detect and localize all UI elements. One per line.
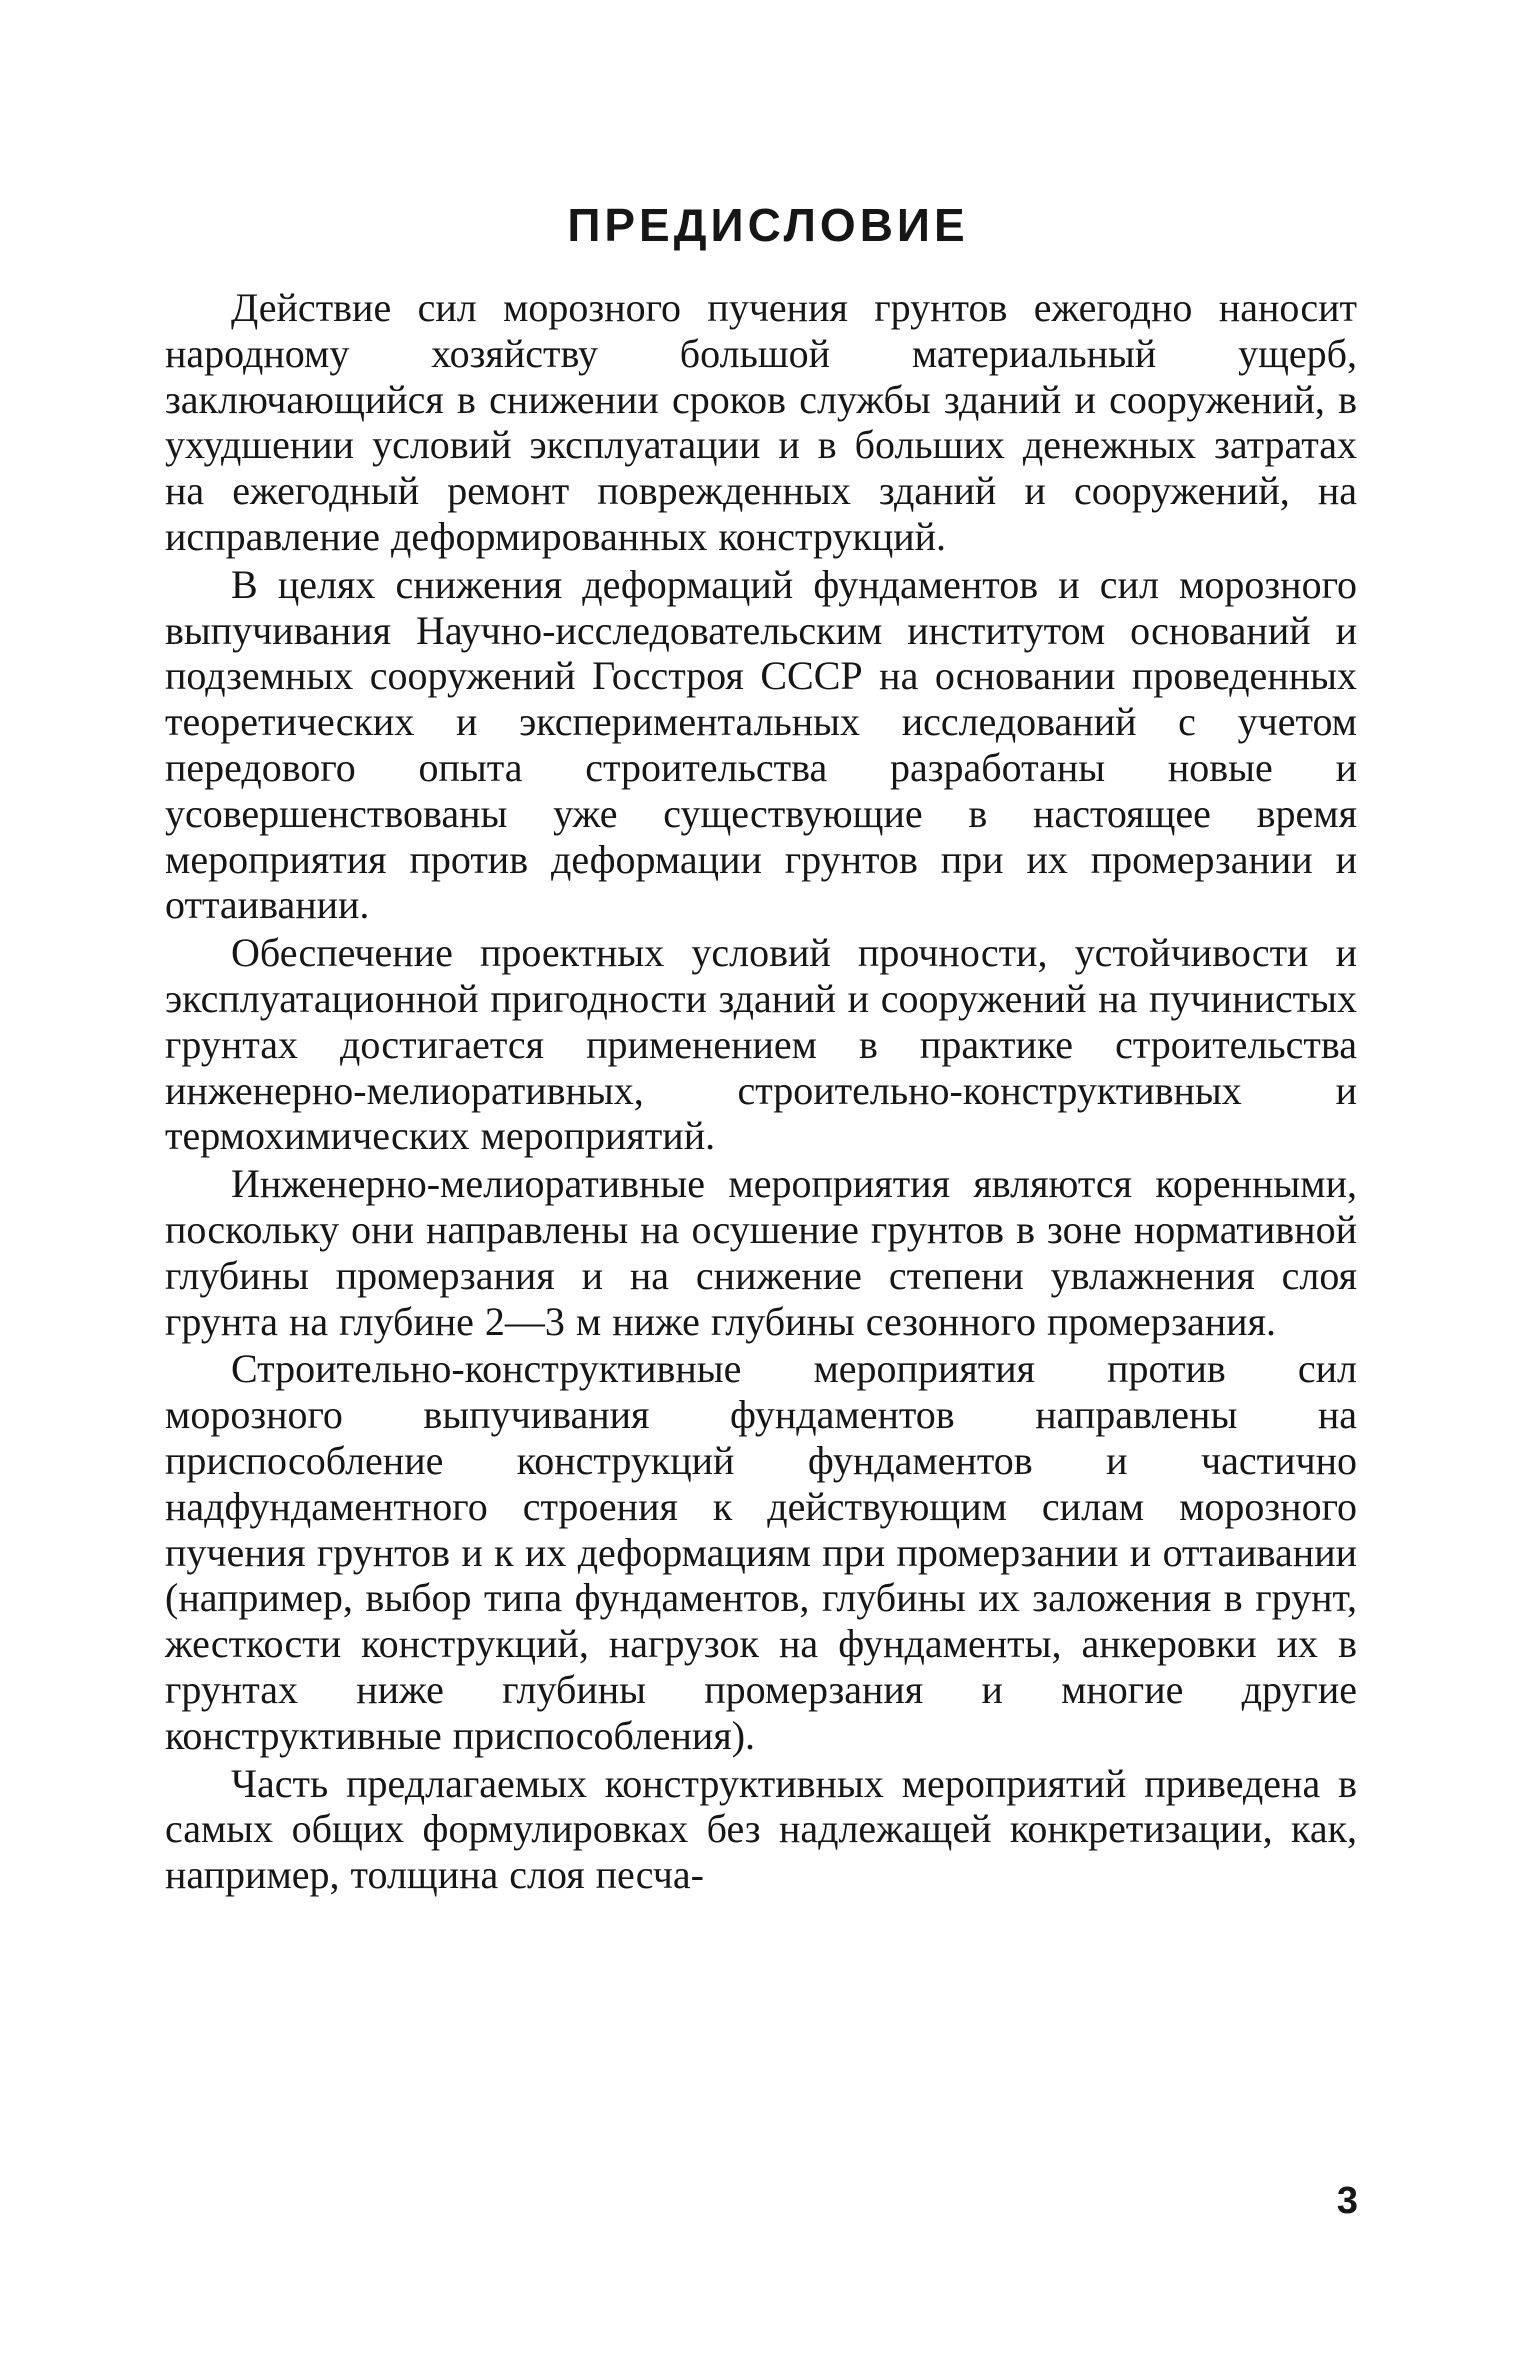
page-number: 3 — [1336, 2180, 1358, 2222]
paragraph-2: В целях снижения деформаций фундаментов и сил морозного выпучивания Научно-исследовательским институтом оснований и подземных сооружений Госстроя СССР на основании проведенных теоретических и экспериментальных исследований с учетом передового опыта строительства разработаны новые и усовершенствованы уже существующие в настоящее время мероприятия против деформации грунтов при их промерзании и оттаивании. — [165, 561, 1357, 928]
body-text — [165, 285, 1357, 1898]
paragraph-5: Строительно-конструктивные мероприятия против сил морозного выпучивания фундаментов направлены на приспособление конструкций фундаментов и частично надфундаментного строения к действующим силам морозного пучения грунтов и к их деформациям при промерзании и оттаивании (например, выбор типа фундаментов, глубины их заложения в грунт, жесткости конструкций, нагрузок на фундаменты, анкеровки их в грунтах ниже глубины промерзания и многие другие конструктивные приспособления). — [165, 1346, 1357, 1758]
page-title: ПРЕДИСЛОВИЕ — [567, 199, 969, 251]
paragraph-4: Инженерно-мелиоративные мероприятия являются коренными, поскольку они направлены на осушение грунтов в зоне нормативной глубины промерзания и на снижение степени увлажнения слоя грунта на глубине 2—3 м ниже глубины сезонного промерзания. — [165, 1161, 1357, 1344]
paragraph-3: Обеспечение проектных условий прочности, устойчивости и эксплуатационной пригодности зданий и сооружений на пучинистых грунтах достигается применением в практике строительства инженерно-мелиоративных, строительно-конструктивных и термохимических мероприятий. — [165, 930, 1357, 1159]
paragraph-6: Часть предлагаемых конструктивных мероприятий приведена в самых общих формулировках без надлежащей конкретизации, как, например, толщина слоя песча- — [165, 1760, 1357, 1898]
paragraph-1: Действие сил морозного пучения грунтов ежегодно наносит народному хозяйству большой материальный ущерб, заключающийся в снижении сроков службы зданий и сооружений, в ухудшении условий эксплуатации и в больших денежных затратах на ежегодный ремонт поврежденных зданий и сооружений, на исправление деформированных конструкций. — [165, 285, 1357, 559]
